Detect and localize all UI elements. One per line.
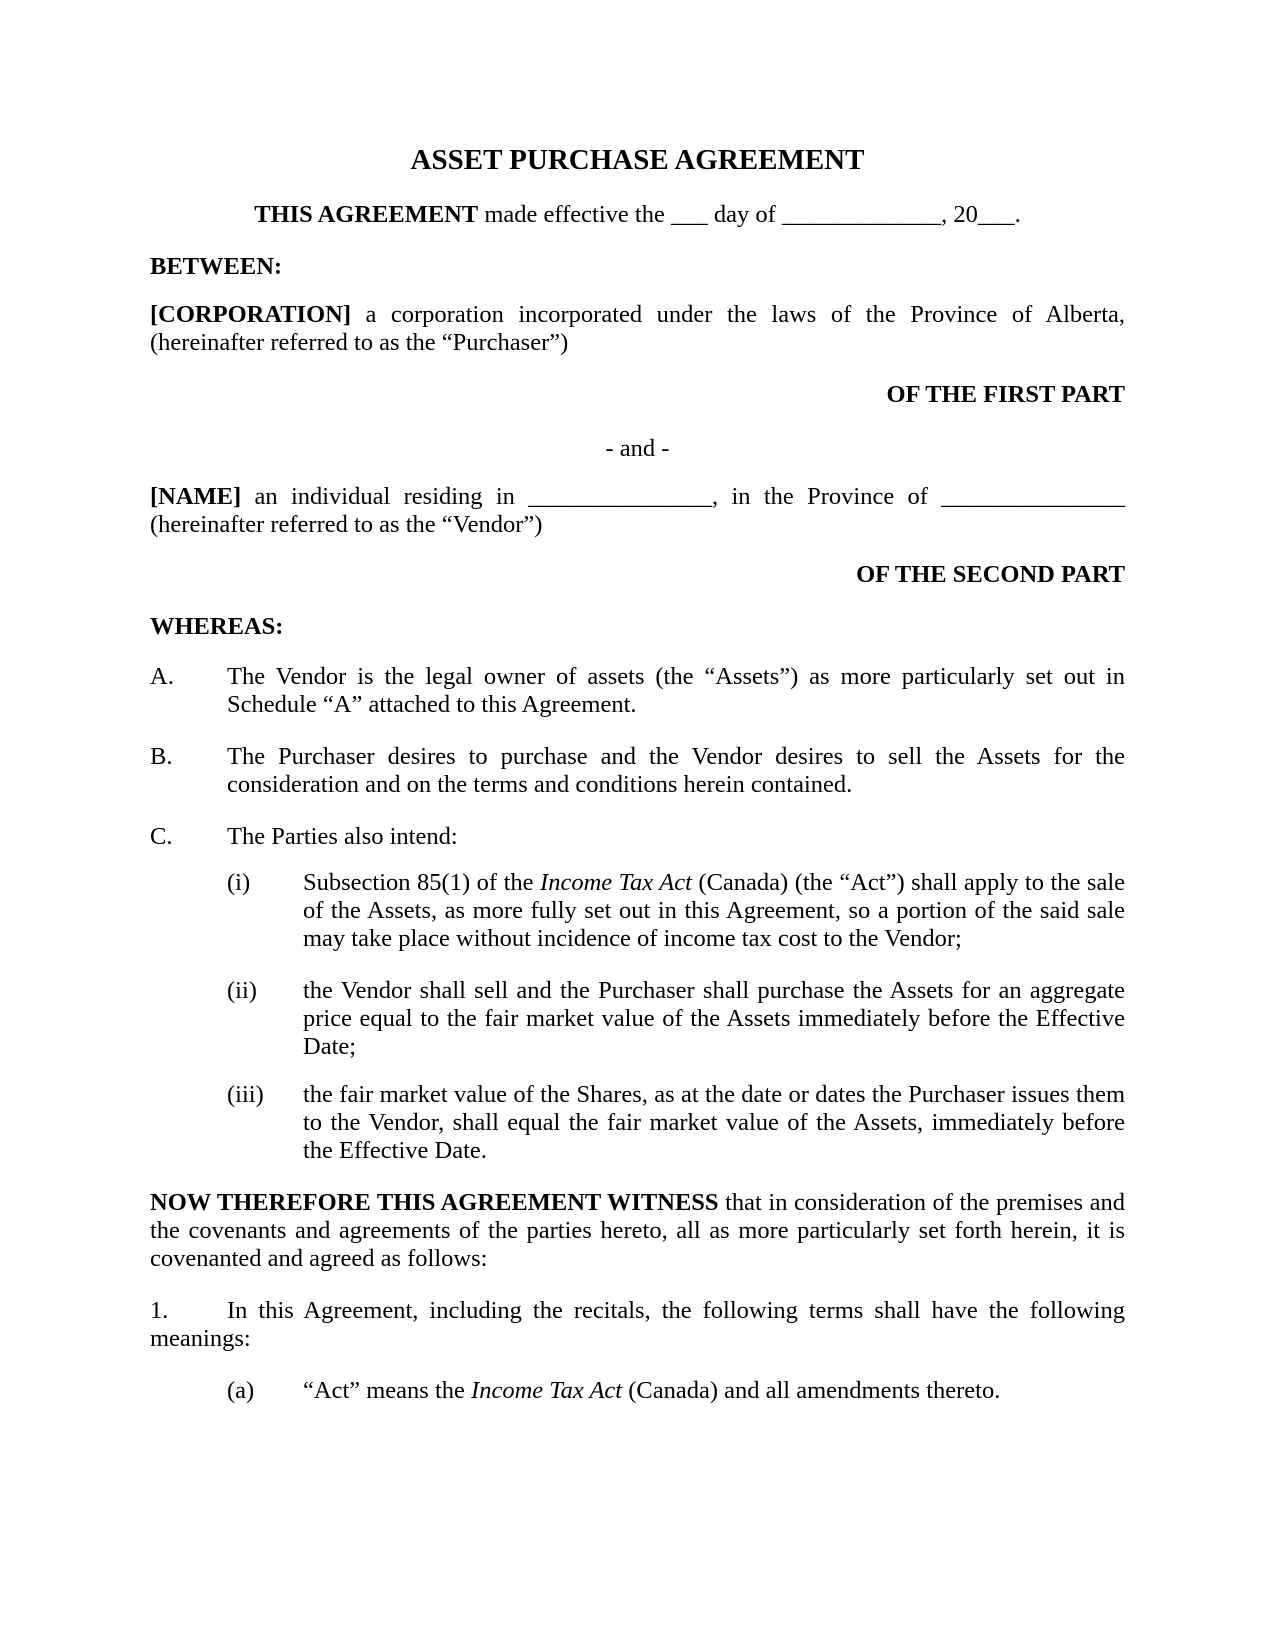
recital-a-text: The Vendor is the legal owner of assets (the “Assets”) as more particularly set out in Schedule “A” attached to this Agreement. bbox=[227, 663, 1125, 718]
recital-b-label: B. bbox=[150, 743, 173, 770]
definition-a-post: (Canada) and all amendments thereto. bbox=[622, 1377, 1001, 1404]
party-second-name: [NAME] bbox=[150, 483, 242, 510]
recital-a-label: A. bbox=[150, 663, 174, 690]
intro-lead-text: THIS AGREEMENT bbox=[254, 201, 479, 228]
intention-i-text bbox=[303, 869, 1125, 953]
effective-date-line bbox=[150, 201, 1125, 229]
of-first-part-label: OF THE FIRST PART bbox=[886, 381, 1125, 408]
intro-rest-text: made effective the ___ day of _____________, 20___. bbox=[478, 201, 1021, 228]
intention-i-post: (Canada) (the “Act”) shall apply to the sale of the Assets, as more fully set out in this Agreement, so a portion of the said sale may take place without incidence of income tax cost to the Vendor; bbox=[303, 869, 1126, 952]
recital-a bbox=[150, 663, 1125, 719]
recital-c-label: C. bbox=[150, 823, 173, 850]
definition-a-act-title: Income Tax Act bbox=[471, 1377, 623, 1404]
definition-a bbox=[227, 1377, 1125, 1405]
now-therefore-lead: NOW THEREFORE THIS AGREEMENT WITNESS bbox=[150, 1189, 719, 1216]
between-label: BETWEEN: bbox=[150, 253, 283, 280]
intention-ii bbox=[227, 977, 1125, 1061]
clause-1-paragraph bbox=[150, 1297, 1125, 1353]
now-therefore-rest: that in consideration of the premises and the covenants and agreements of the parties hereto, all as more particularly set forth herein, it is covenanted and agreed as follows: bbox=[150, 1189, 1125, 1272]
party-first-name: [CORPORATION] bbox=[150, 301, 351, 328]
intention-iii-label: (iii) bbox=[227, 1081, 264, 1108]
recital-c-text: The Parties also intend: bbox=[227, 823, 458, 850]
clause-1-number: 1. bbox=[150, 1297, 169, 1324]
intention-iii bbox=[227, 1081, 1125, 1165]
recital-b-text: The Purchaser desires to purchase and the Vendor desires to sell the Assets for the consideration and on the terms and conditions herein contained. bbox=[227, 743, 1125, 798]
definition-a-pre: “Act” means the bbox=[303, 1377, 472, 1404]
intention-ii-text: the Vendor shall sell and the Purchaser shall purchase the Assets for an aggregate price equal to the fair market value of the Assets immediately before the Effective Date; bbox=[303, 977, 1125, 1060]
of-second-part-label: OF THE SECOND PART bbox=[856, 561, 1125, 588]
recital-c bbox=[150, 823, 1125, 851]
intention-ii-label: (ii) bbox=[227, 977, 257, 1004]
and-separator: - and - bbox=[605, 435, 670, 462]
party-second-description: an individual residing in _______________, in the Province of _______________ (hereinafter referred to as the “Vendor”) bbox=[150, 483, 1125, 538]
document-title: ASSET PURCHASE AGREEMENT bbox=[410, 144, 865, 176]
intention-iii-text: the fair market value of the Shares, as at the date or dates the Purchaser issues them to the Vendor, shall equal the fair market value of the Assets, immediately before the Effective Date. bbox=[303, 1081, 1125, 1164]
intention-i-act-title: Income Tax Act bbox=[540, 869, 692, 896]
clause-1-text: In this Agreement, including the recitals, the following terms shall have the following meanings: bbox=[150, 1297, 1125, 1352]
intention-i-label: (i) bbox=[227, 869, 251, 896]
intention-i bbox=[227, 869, 1125, 953]
recital-b bbox=[150, 743, 1125, 799]
party-first-description: a corporation incorporated under the laws of the Province of Alberta, (hereinafter referred to as the “Purchaser”) bbox=[150, 301, 1125, 356]
party-first-paragraph bbox=[150, 301, 1125, 357]
now-therefore-paragraph bbox=[150, 1189, 1125, 1273]
whereas-label: WHEREAS: bbox=[150, 613, 284, 640]
definition-a-label: (a) bbox=[227, 1377, 255, 1404]
intention-i-pre: Subsection 85(1) of the bbox=[303, 869, 541, 896]
definition-a-text bbox=[303, 1377, 1125, 1405]
party-second-paragraph bbox=[150, 483, 1125, 539]
